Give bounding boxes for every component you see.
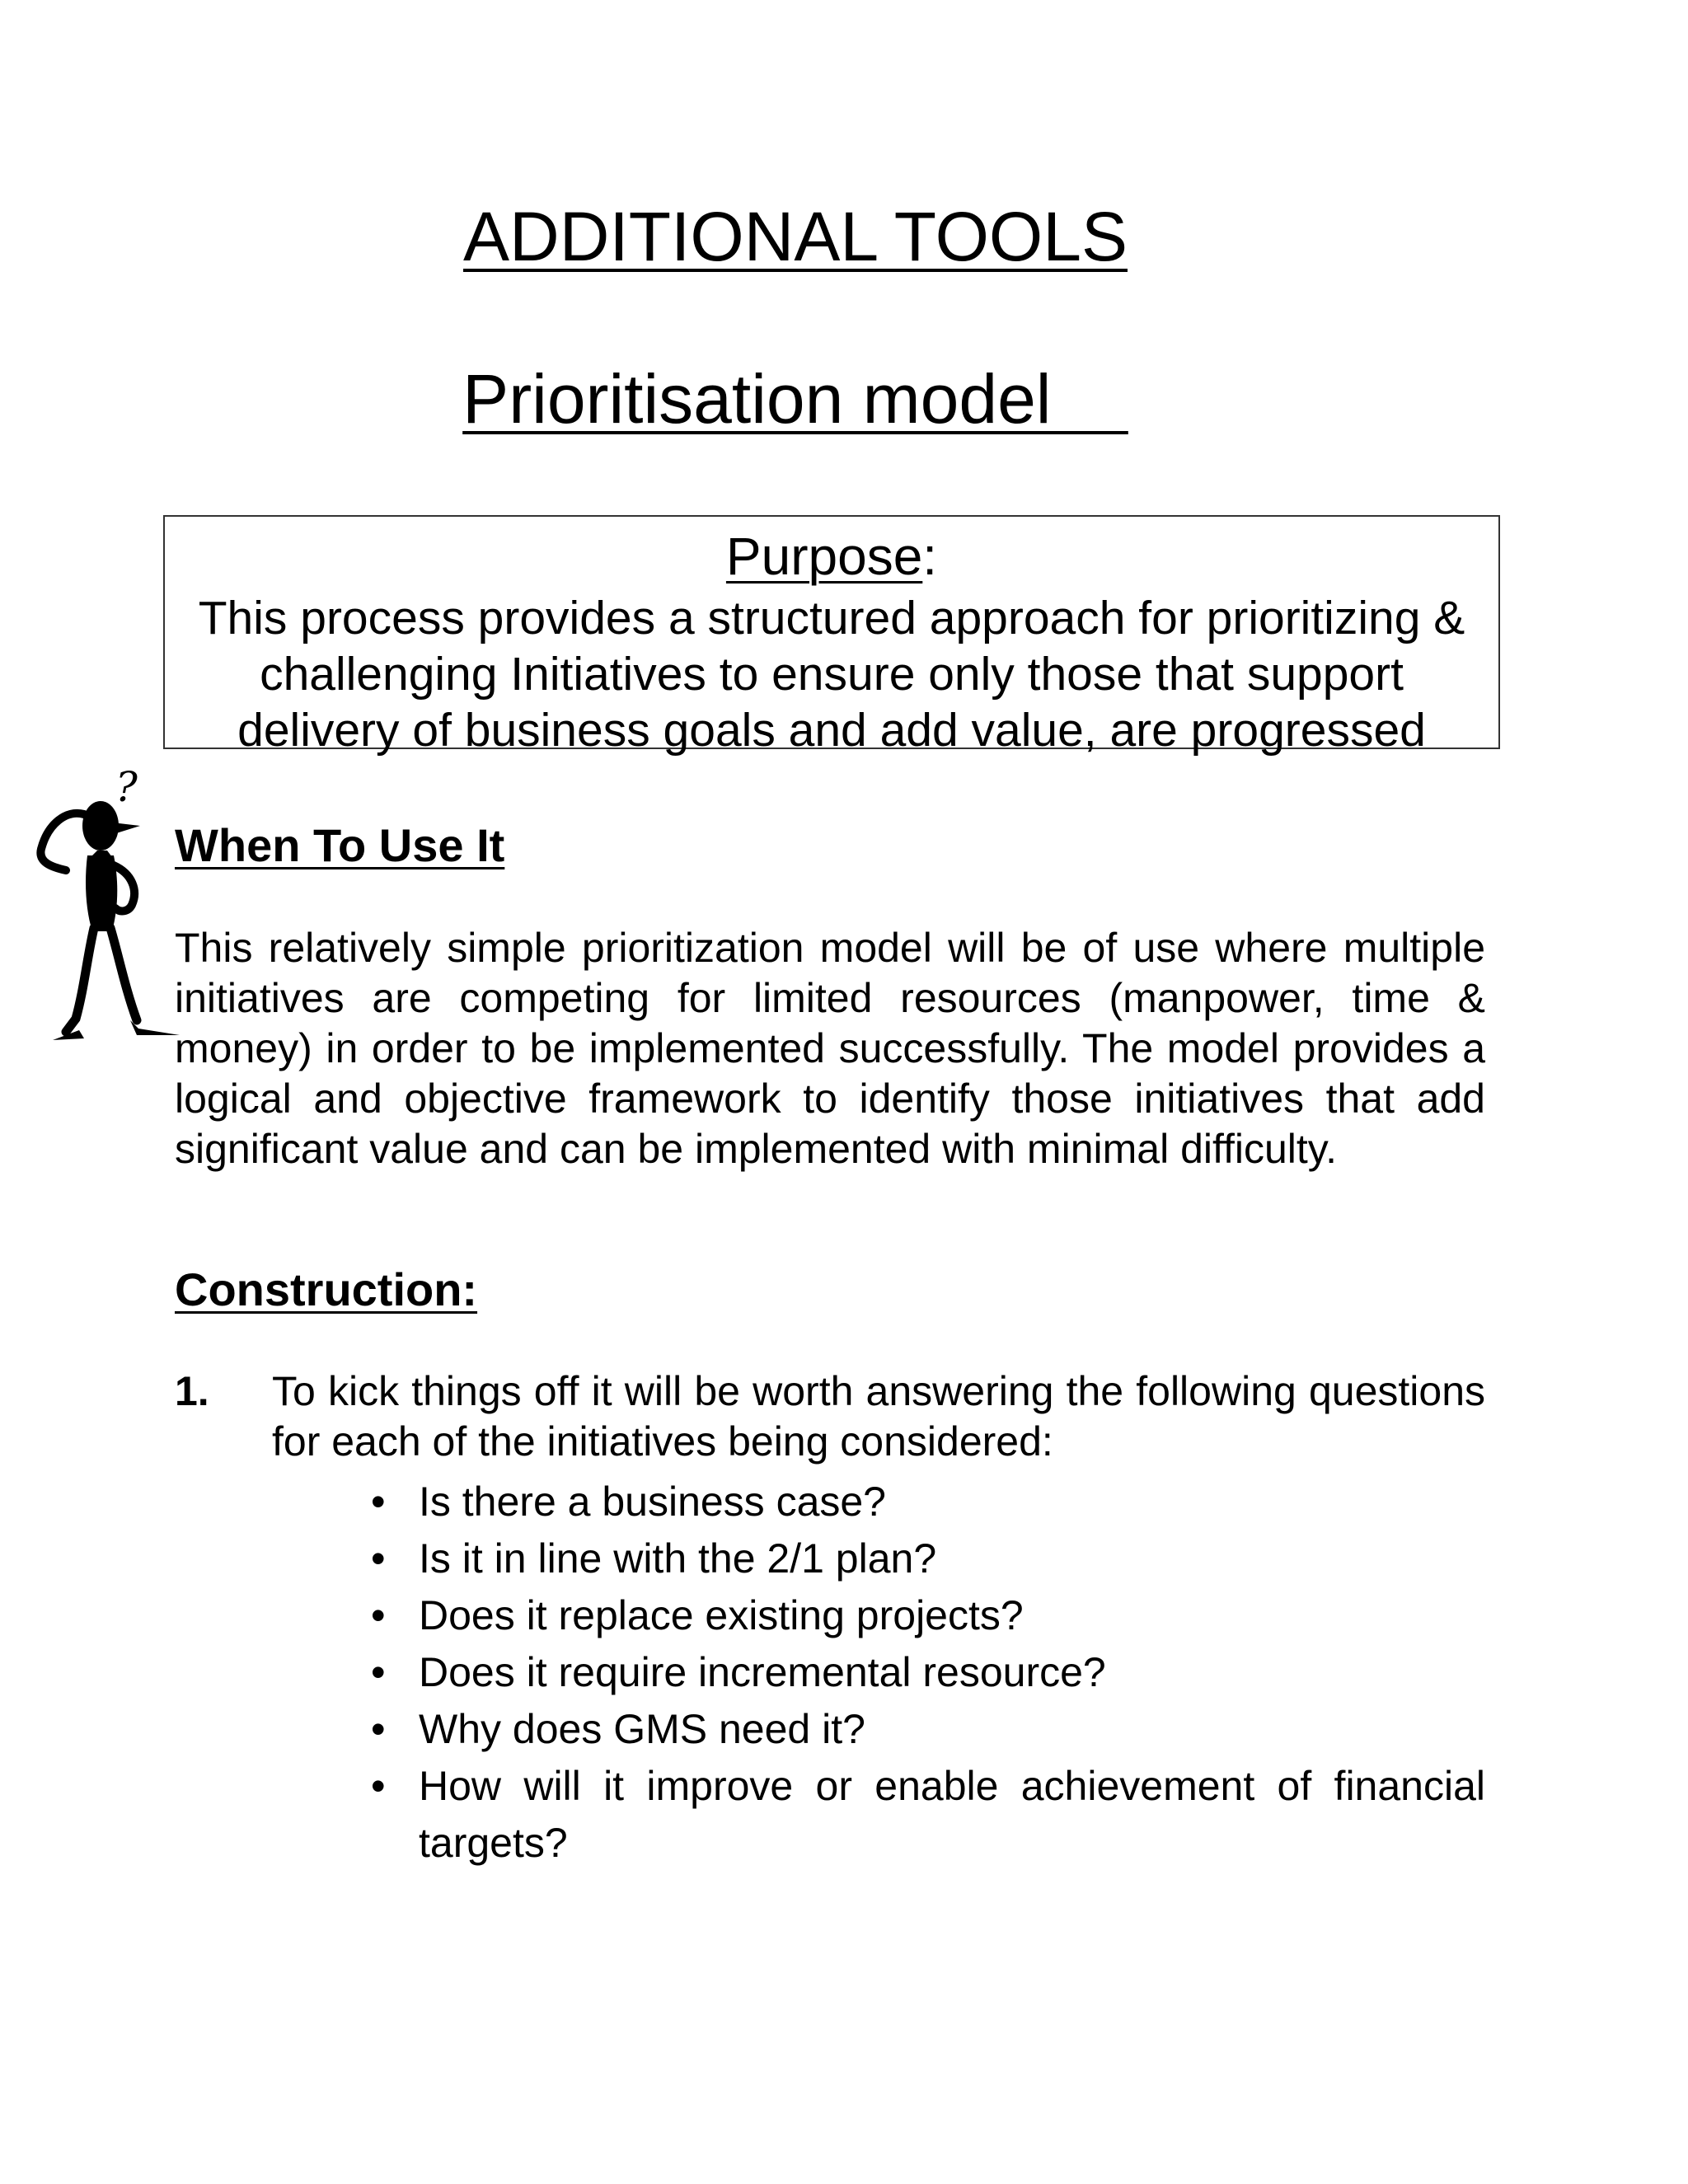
question-mark-icon: ? bbox=[115, 763, 138, 811]
thinking-person-icon bbox=[33, 758, 190, 1055]
construction-heading bbox=[175, 1263, 478, 1315]
question-list bbox=[272, 1474, 1485, 1872]
list-item: • Is there a business case? bbox=[272, 1474, 1485, 1530]
list-item: • Does it require incremental resource? bbox=[272, 1644, 1485, 1701]
document-subtitle bbox=[0, 360, 1591, 438]
document-subtitle-text: Prioritisation model bbox=[462, 360, 1128, 438]
document-title-text: ADDITIONAL TOOLS bbox=[463, 198, 1128, 275]
bullet-icon: • bbox=[371, 1479, 386, 1525]
purpose-heading-colon: : bbox=[922, 527, 938, 586]
purpose-box bbox=[163, 515, 1500, 757]
purpose-heading-text: Purpose bbox=[725, 527, 923, 586]
when-to-use-heading-text: When To Use It bbox=[175, 819, 505, 871]
when-to-use-heading bbox=[175, 819, 505, 871]
list-item: • Why does GMS need it? bbox=[272, 1701, 1485, 1758]
when-to-use-text: This relatively simple prioritization model will be of use where multiple initiatives are competing for limited resources (manpower, time & money) in order to be implemented successfully. The model provides a logical and objective framework to identify those initiatives that add significant value and can be implemented with minimal difficulty. bbox=[175, 925, 1485, 1172]
list-item: • Is it in line with the 2/1 plan? bbox=[272, 1530, 1485, 1587]
document-title bbox=[0, 198, 1591, 275]
list-item: • Does it replace existing projects? bbox=[272, 1587, 1485, 1644]
step-body bbox=[272, 1366, 1485, 1872]
bullet-icon: • bbox=[371, 1706, 386, 1752]
purpose-text: This process provides a structured approach for prioritizing & challenging Initiatives to ensure only those that support delivery of business goals and add value, are progressed bbox=[198, 591, 1465, 757]
step-text: To kick things off it will be worth answering the following questions for each of the initiatives being considered: bbox=[272, 1368, 1485, 1465]
construction-step-1 bbox=[175, 1366, 1485, 1872]
list-item: • How will it improve or enable achievement of financial targets? bbox=[272, 1758, 1485, 1872]
construction-heading-text: Construction: bbox=[175, 1263, 478, 1315]
bullet-icon: • bbox=[371, 1763, 386, 1809]
bullet-icon: • bbox=[371, 1592, 386, 1638]
bullet-icon: • bbox=[371, 1649, 386, 1695]
bullet-icon: • bbox=[371, 1535, 386, 1582]
step-number: 1. bbox=[175, 1368, 209, 1414]
purpose-heading bbox=[165, 525, 1498, 588]
